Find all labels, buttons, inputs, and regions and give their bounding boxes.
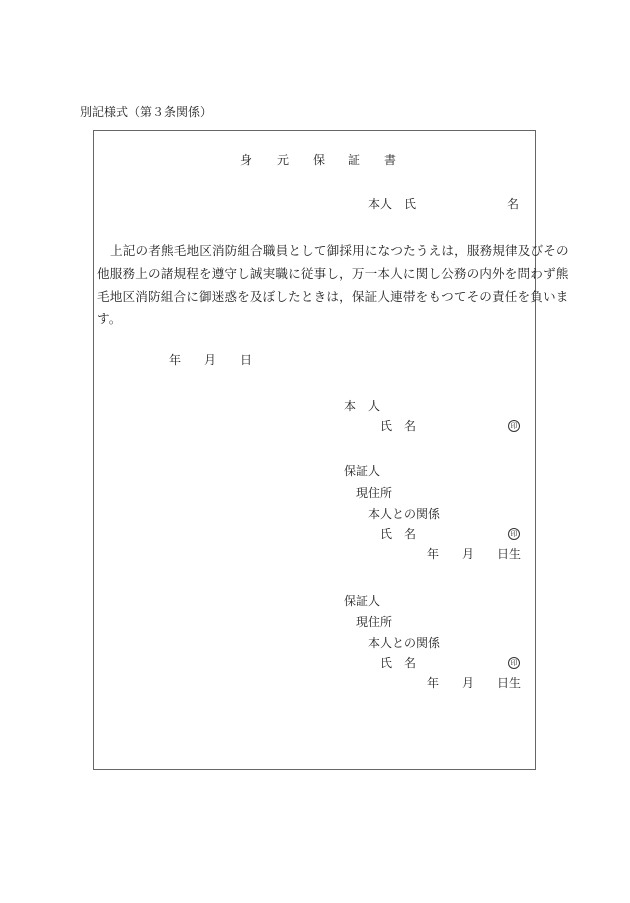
guarantor-name-label: 氏 名 — [380, 527, 417, 541]
seal-icon: 印 — [508, 528, 520, 540]
guarantor-birth-day: 日生 — [497, 547, 522, 561]
date-month: 月 — [204, 353, 217, 367]
guarantor-birth-day: 日生 — [497, 676, 522, 690]
principal-name-suffix: 名 — [507, 197, 520, 211]
title-char: 証 — [348, 153, 361, 167]
seal-icon: 印 — [508, 657, 520, 669]
principal-heading: 本 人 — [344, 399, 381, 413]
form-label: 別記様式（第３条関係） — [80, 105, 213, 119]
date-year: 年 — [169, 353, 182, 367]
guarantor-address-label: 現住所 — [356, 486, 393, 500]
guarantor-address-label: 現住所 — [356, 615, 393, 629]
guarantor-birth-year: 年 — [427, 547, 440, 561]
pledge-line: 上記の者熊毛地区消防組合職員として御採用になつたうえは，服務規律及びその — [110, 243, 569, 258]
guarantor-relation-label: 本人との関係 — [368, 507, 441, 521]
guarantor-relation-label: 本人との関係 — [368, 636, 441, 650]
title-char: 書 — [384, 153, 397, 167]
title-char: 元 — [277, 153, 290, 167]
guarantor-birth-year: 年 — [427, 676, 440, 690]
guarantor-name-label: 氏 名 — [380, 656, 417, 670]
title-char: 身 — [240, 153, 253, 167]
principal-name-field-label: 氏 名 — [380, 419, 417, 433]
guarantor-birth-month: 月 — [462, 547, 475, 561]
seal-icon: 印 — [508, 420, 520, 432]
principal-name-label: 本人 氏 — [368, 197, 417, 211]
pledge-line: す。 — [97, 311, 122, 327]
document-frame — [93, 130, 569, 770]
title-char: 保 — [313, 153, 326, 167]
pledge-paragraph — [97, 240, 569, 331]
guarantor-heading: 保証人 — [344, 594, 381, 608]
guarantor-heading: 保証人 — [344, 464, 381, 478]
guarantor-birth-month: 月 — [462, 676, 475, 690]
pledge-line: 毛地区消防組合に御迷惑を及ぼしたときは，保証人連帯をもつてその責任を負いま — [97, 288, 569, 304]
date-day: 日 — [240, 353, 253, 367]
pledge-line: 他服務上の諸規程を遵守し誠実職に従事し，万一本人に関し公務の内外を問わず熊 — [97, 265, 569, 281]
